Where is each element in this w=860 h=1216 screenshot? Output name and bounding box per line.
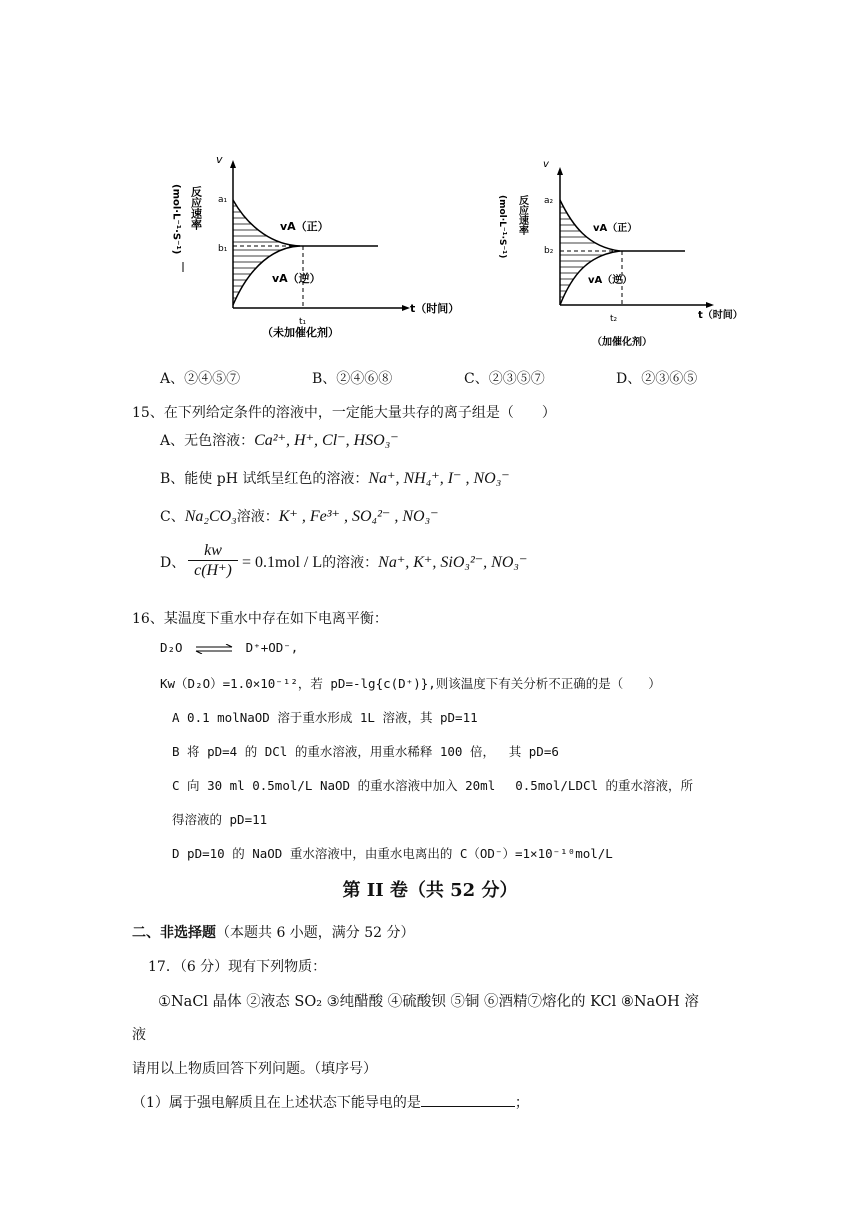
q16-option-d: D pD=10 的 NaOD 重水溶液中，由重水电离出的 C（OD⁻）=1×10⁻¹⁰mol/L xyxy=(172,846,613,861)
section-title: 第 II 卷（共 52 分） xyxy=(342,880,518,901)
graph1-v-label: v xyxy=(216,153,223,166)
q15-stem: 15、在下列给定条件的溶液中，一定能大量共存的离子组是（ ） xyxy=(132,405,556,421)
graph2-t-axis-label: t（时间） xyxy=(698,310,743,321)
q15-option-a xyxy=(160,430,399,450)
q16-option-a: A 0.1 molNaOD 溶于重水形成 1L 溶液，其 pD=11 xyxy=(172,710,478,725)
graph2-y-label: 反应速率 xyxy=(516,195,528,235)
graph1-y-label: 反应速率 xyxy=(189,186,203,230)
q16-eq-left: D₂O xyxy=(160,640,183,655)
graph2-reverse-label: vA（逆） xyxy=(588,275,633,286)
graph2-a-label: a₂ xyxy=(544,196,554,206)
q17-stem: 17．（6 分）现有下列物质： xyxy=(148,959,327,975)
graph1-t-label: t₁ xyxy=(299,317,307,327)
graph1-unit-label: (mol·L⁻¹·S⁻¹) xyxy=(170,184,182,255)
graph1-b-label: b₁ xyxy=(218,244,228,254)
q15-d-rest xyxy=(242,552,527,572)
q15-b-ions: Na⁺, NH₄⁺, I⁻ , NO₃⁻ xyxy=(368,470,510,487)
section-heading-bold: 二、非选择题 xyxy=(132,925,216,941)
q17-q1-end: ； xyxy=(514,1095,529,1111)
graph1-reverse-label: vA（逆） xyxy=(272,272,321,285)
q16-kw: Kw（D₂O）=1.0×10⁻¹²，若 pD=-lg{c(D⁺)},则该温度下有关分析不正确的是（ ） xyxy=(160,676,661,691)
q16-eq-right: D⁺+OD⁻, xyxy=(245,640,299,655)
q17-q1-text: （1）属于强电解质且在上述状态下能导电的是 xyxy=(132,1095,421,1111)
graph2-t-label: t₂ xyxy=(610,314,618,324)
graph2-caption: （加催化剂） xyxy=(592,337,652,348)
q14-option-d: D、②③⑥⑤ xyxy=(616,371,698,387)
q15-c-prefix: C、 xyxy=(160,509,185,525)
q16-stem: 16、某温度下重水中存在如下电离平衡： xyxy=(132,611,388,627)
rate-graph-catalyzed xyxy=(480,155,780,355)
graph1-forward-label: vA（正） xyxy=(280,220,329,233)
q17-items-line1: ①NaCl 晶体 ②液态 SO₂ ③纯醋酸 ④硫酸钡 ⑤铜 ⑥酒精⑦熔化的 KCl ⑧NaOH 溶 xyxy=(158,994,699,1010)
answer-blank[interactable] xyxy=(421,1092,515,1107)
section-heading-rest: （本题共 6 小题，满分 52 分） xyxy=(216,925,415,941)
q14-option-a: A、②④⑤⑦ xyxy=(160,371,241,387)
q15-c-salt: Na₂CO₃ xyxy=(184,508,237,525)
q17-items-line2: 液 xyxy=(132,1027,146,1043)
section-heading xyxy=(132,922,415,942)
q15-d-denominator: c(H⁺) xyxy=(194,562,232,579)
q16-option-b: B 将 pD=4 的 DCl 的重水溶液，用重水稀释 100 倍， 其 pD=6 xyxy=(172,744,559,759)
q16-equation xyxy=(160,640,298,655)
q15-d-prefix: D、 xyxy=(160,555,186,571)
graph2-unit-label: (mol·L⁻¹·S⁻¹) xyxy=(497,195,507,259)
graph1-caption: （未加催化剂） xyxy=(262,326,339,339)
q15-a-ions: Ca²⁺, H⁺, Cl⁻, HSO₃⁻ xyxy=(254,432,399,449)
equilibrium-arrow-icon xyxy=(194,644,234,654)
graph1-t-axis-label: t（时间） xyxy=(410,302,460,315)
q16-option-c-line1: C 向 30 ml 0.5mol/L NaOD 的重水溶液中加入 20ml 0.5mol/LDCl 的重水溶液，所 xyxy=(172,778,694,793)
q15-d-numerator: kw xyxy=(188,542,238,561)
q15-d-mid: 的溶液： xyxy=(322,555,379,571)
graph2-v-label: v xyxy=(543,159,549,170)
q17-instruction: 请用以上物质回答下列问题。（填序号） xyxy=(132,1061,377,1077)
q15-option-c xyxy=(160,506,439,526)
q15-d-ions: Na⁺, K⁺, SiO₃²⁻, NO₃⁻ xyxy=(378,554,528,571)
graph2-b-label: b₂ xyxy=(544,246,554,256)
q15-c-ions: K⁺ , Fe³⁺ , SO₄²⁻ , NO₃⁻ xyxy=(278,508,439,525)
q14-option-c: C、②③⑤⑦ xyxy=(464,371,545,387)
graph1-a-label: a₁ xyxy=(218,195,228,205)
q15-b-prefix: B、能使 pH 试纸呈红色的溶液： xyxy=(160,471,369,487)
graph2-forward-label: vA（正） xyxy=(593,223,638,234)
q16-option-c-line2: 得溶液的 pD=11 xyxy=(172,812,268,827)
q17-question-1 xyxy=(132,1092,529,1112)
q15-option-b xyxy=(160,468,510,488)
q15-c-mid: 溶液： xyxy=(236,509,279,525)
q14-option-b: B、②④⑥⑧ xyxy=(312,371,393,387)
q15-a-prefix: A、无色溶液： xyxy=(160,433,255,449)
q15-d-fraction xyxy=(188,542,238,581)
rate-graph-uncatalyzed xyxy=(150,150,470,350)
q15-d-value: = 0.1mol / L xyxy=(242,554,323,571)
